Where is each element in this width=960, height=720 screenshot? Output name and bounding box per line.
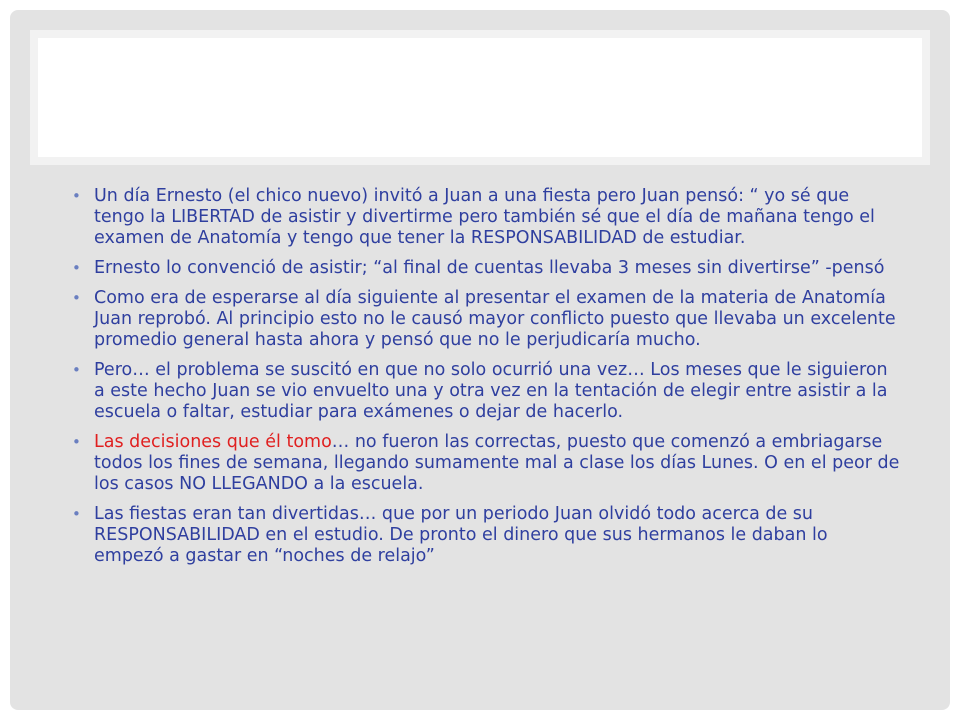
bullet-text: Como era de esperarse al día siguiente al presentar el examen de la materia de Anatomía Juan reprobó. Al principio esto no le causó mayor conflicto puesto que llevaba un excelente promedio general hasta ahora y pensó que no le perjudicaría mucho. bbox=[94, 288, 896, 350]
bullet-icon: • bbox=[72, 259, 81, 277]
bullet-icon: • bbox=[72, 187, 81, 205]
bullet-text: Un día Ernesto (el chico nuevo) invitó a Juan a una fiesta pero Juan pensó: “ yo sé que tengo la LIBERTAD de asistir y divertirme pero también sé que el día de mañana tengo el examen de Anatomía y tengo que tener la RESPONSABILIDAD de estudiar. bbox=[94, 186, 875, 248]
title-placeholder[interactable] bbox=[30, 30, 930, 165]
slide-title bbox=[38, 38, 922, 98]
bullet-item-6 bbox=[72, 504, 902, 567]
highlight-text: Las decisiones que él tomo bbox=[94, 432, 332, 452]
bullet-item-3 bbox=[72, 288, 902, 351]
bullet-text: … no fueron las correctas, puesto que comenzó a embriagarse todos los fines de semana, llegando sumamente mal a clase los días Lunes. O en el peor de los casos NO LLEGANDO a la escuela. bbox=[94, 432, 900, 494]
bullet-icon: • bbox=[72, 433, 81, 451]
bullet-icon: • bbox=[72, 289, 81, 307]
bullet-icon: • bbox=[72, 361, 81, 379]
bullet-text: Ernesto lo convenció de asistir; “al final de cuentas llevaba 3 meses sin divertirse” -pensó bbox=[94, 258, 885, 278]
bullet-text: Las fiestas eran tan divertidas… que por un periodo Juan olvidó todo acerca de su RESPONSABILIDAD en el estudio. De pronto el dinero que sus hermanos le daban lo empezó a gastar en “noches de relajo” bbox=[94, 504, 828, 566]
bullet-item-5 bbox=[72, 432, 902, 495]
bullet-text: Pero… el problema se suscitó en que no solo ocurrió una vez… Los meses que le siguieron a este hecho Juan se vio envuelto una y otra vez en la tentación de elegir entre asistir a la escuela o faltar, estudiar para exámenes o dejar de hacerlo. bbox=[94, 360, 888, 422]
bullet-list bbox=[72, 186, 902, 576]
bullet-item-1 bbox=[72, 186, 902, 249]
bullet-item-4 bbox=[72, 360, 902, 423]
bullet-item-2 bbox=[72, 258, 902, 279]
bullet-icon: • bbox=[72, 505, 81, 523]
slide bbox=[10, 10, 950, 710]
